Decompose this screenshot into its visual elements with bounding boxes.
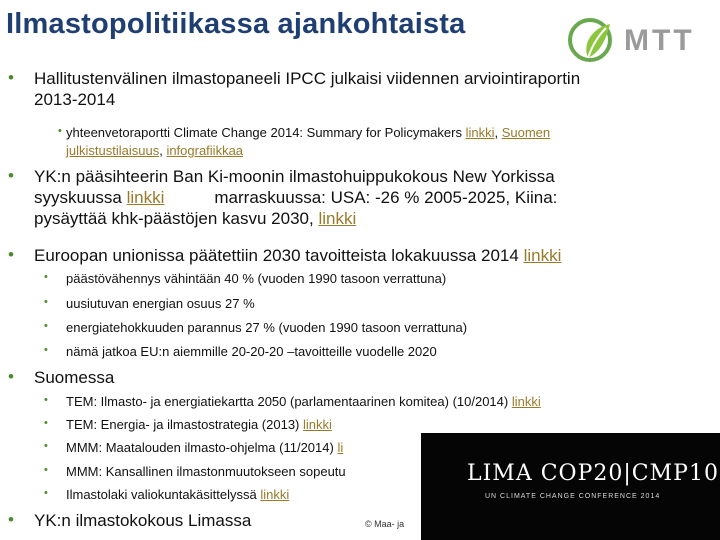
- banner-title: LIMA COP20|CMP10: [467, 461, 719, 486]
- banner-subtitle: UN CLIMATE CHANGE CONFERENCE 2014: [485, 493, 661, 500]
- eu-text: Euroopan unionissa päätettiin 2030 tavoitteista lokakuussa 2014: [34, 246, 524, 265]
- bullet-icon: •: [8, 367, 14, 386]
- logo-text: MTT: [624, 24, 695, 57]
- eu-link[interactable]: linkki: [523, 246, 562, 265]
- fi-sub-item: [66, 416, 332, 433]
- un-line2-b: marraskuussa: USA: -26 % 2005-2025, Kiina:: [214, 188, 558, 207]
- fi-item: Suomessa: [34, 368, 115, 387]
- eu-sub-item: energiatehokkuuden parannus 27 % (vuoden 1990 tasoon verrattuna): [66, 320, 468, 335]
- un-link-september[interactable]: linkki: [126, 188, 165, 207]
- un-line2-a: syyskuussa: [34, 188, 127, 207]
- fi-sub-item: [66, 486, 289, 503]
- fi-sub-text: MMM: Kansallinen ilmastonmuutokseen sopeutu: [66, 464, 346, 479]
- bullet-icon: •: [44, 344, 48, 356]
- separator: ,: [494, 125, 502, 140]
- slide-title: Ilmastopolitiikassa ajankohtaista: [6, 8, 466, 40]
- fi-sub-text: MMM: Maatalouden ilmasto-ohjelma (11/2014): [66, 440, 338, 455]
- fi-link-maatalous[interactable]: li: [337, 440, 344, 455]
- ipcc-link-infografiikka[interactable]: infografiikkaa: [166, 143, 244, 158]
- bullet-icon: •: [8, 68, 14, 87]
- ipcc-item: [34, 68, 674, 110]
- bullet-icon: •: [44, 464, 48, 476]
- lima-item: YK:n ilmastokokous Limassa: [34, 511, 252, 530]
- ipcc-line2: 2013-2014: [34, 90, 116, 109]
- fi-sub-item: [66, 393, 541, 410]
- un-link-november[interactable]: linkki: [318, 209, 357, 228]
- eu-sub-item: päästövähennys vähintään 40 % (vuoden 1990 tasoon verrattuna): [66, 271, 447, 286]
- ipcc-line1: Hallitustenvälinen ilmastopaneeli IPCC julkaisi viidennen arviointiraportin: [34, 69, 581, 88]
- fi-sub-text: TEM: Ilmasto- ja energiatiekartta 2050 (parlamentaarinen komitea) (10/2014): [66, 394, 512, 409]
- fi-sub-text: TEM: Energia- ja ilmastostrategia (2013): [66, 417, 303, 432]
- un-line3: [34, 208, 674, 229]
- fi-link-ilmastolaki[interactable]: linkki: [260, 487, 290, 502]
- bullet-icon: •: [8, 510, 14, 529]
- lima-cop20-banner: [421, 433, 720, 540]
- un-line2: [34, 187, 674, 208]
- fi-sub-item: [66, 439, 343, 456]
- eu-item: [34, 245, 674, 266]
- ipcc-sub-item-cont: [66, 142, 243, 159]
- fi-link-tiekartta[interactable]: linkki: [511, 394, 541, 409]
- bullet-icon: •: [58, 125, 62, 137]
- eu-sub-item: nämä jatkoa EU:n aiemmille 20-20-20 –tavoitteille vuodelle 2020: [66, 344, 437, 359]
- ipcc-link-julkistus[interactable]: julkistustilaisuus: [66, 143, 160, 158]
- un-item: [34, 166, 674, 229]
- ipcc-sub-item: [66, 124, 550, 141]
- bullet-icon: •: [44, 320, 48, 332]
- ipcc-link-summary[interactable]: linkki: [465, 125, 495, 140]
- bullet-icon: •: [8, 166, 14, 185]
- eu-sub-item: uusiutuvan energian osuus 27 %: [66, 296, 255, 311]
- fi-link-strategia[interactable]: linkki: [302, 417, 332, 432]
- un-line1: YK:n pääsihteerin Ban Ki-moonin ilmastohuippukokous New Yorkissa: [34, 167, 555, 186]
- ipcc-sub-text: yhteenvetoraportti Climate Change 2014: Summary for Policymakers: [66, 125, 466, 140]
- mtt-leaf-icon: [566, 14, 618, 66]
- bullet-icon: •: [44, 394, 48, 406]
- bullet-icon: •: [44, 417, 48, 429]
- copyright-text: © Maa- ja: [365, 519, 405, 529]
- separator: ,: [159, 143, 167, 158]
- bullet-icon: •: [44, 271, 48, 283]
- bullet-icon: •: [8, 245, 14, 264]
- un-line3-a: pysäyttää khk-päästöjen kasvu 2030,: [34, 209, 319, 228]
- mtt-logo: [566, 14, 706, 66]
- bullet-icon: •: [44, 440, 48, 452]
- ipcc-link-suomen[interactable]: Suomen: [501, 125, 551, 140]
- bullet-icon: •: [44, 487, 48, 499]
- fi-sub-item: [66, 463, 346, 480]
- bullet-icon: •: [44, 296, 48, 308]
- fi-sub-text: Ilmastolaki valiokuntakäsittelyssä: [66, 487, 261, 502]
